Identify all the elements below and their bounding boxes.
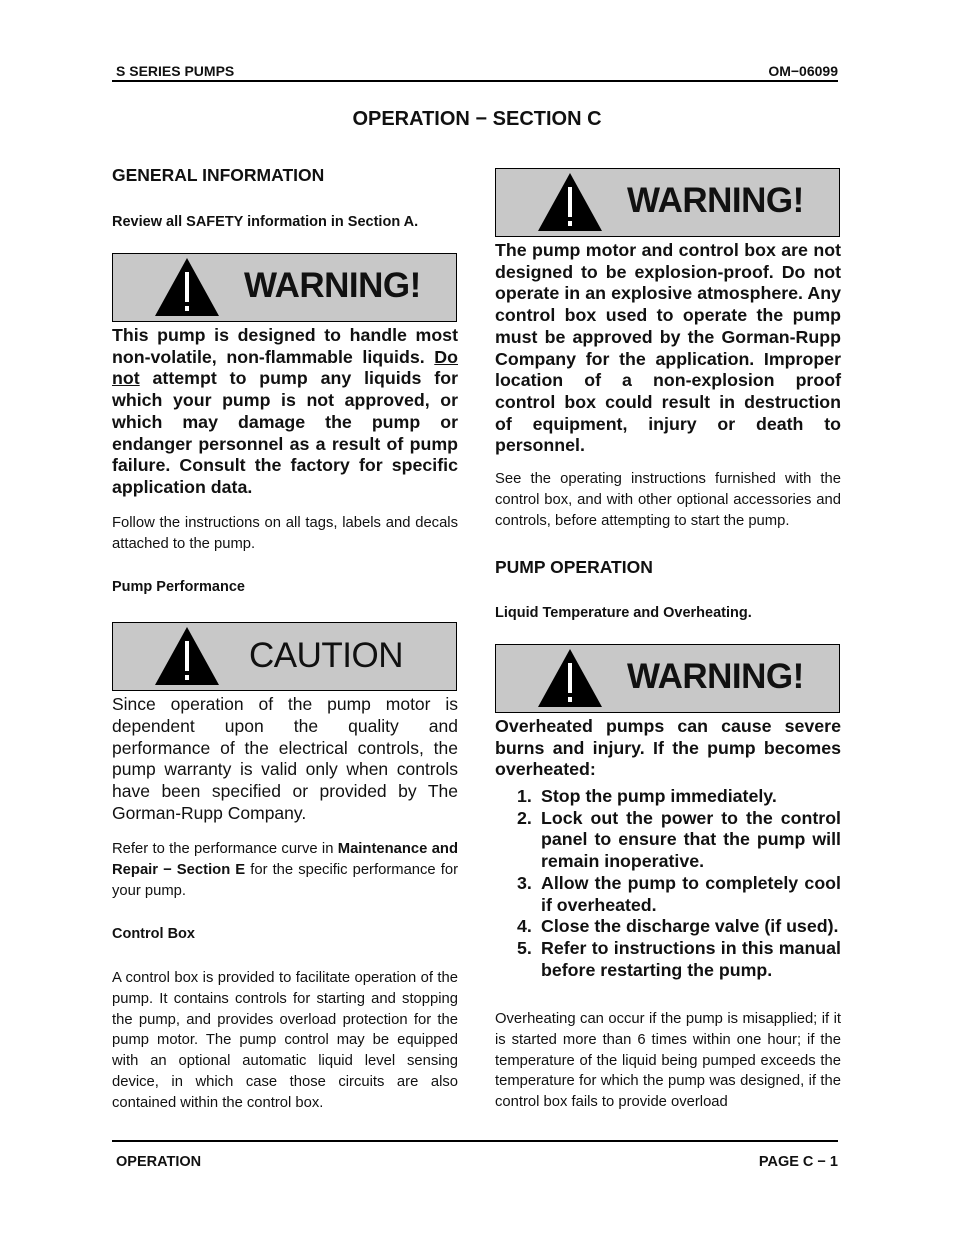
warning-box-2 bbox=[495, 168, 840, 237]
header-right: OM−06099 bbox=[768, 63, 838, 79]
caution-text: Since operation of the pump motor is dependent upon the quality and performance of the electrical controls, the pump warranty is valid only when controls have been specified or provided by The Gorman-Rupp Company. bbox=[112, 694, 458, 823]
caution-box bbox=[112, 622, 457, 691]
warning-text-1 bbox=[112, 325, 458, 499]
refer-text-a: Refer to the performance curve in bbox=[112, 841, 338, 857]
control-box-text: A control box is provided to facilitate operation of the pump. It contains controls for starting and stopping the pump, and provides overload protection for the pump motor. The pump control may be equipped with an optional automatic liquid level sensing device, in which case those circuits are also contained within the control box. bbox=[112, 970, 458, 1111]
warning-text-2: The pump motor and control box are not designed to be explosion-proof. Do not operate in an explosive atmosphere. Any control box used to operate the pump must be approved by the Gorman-Rupp Company for the application. Improper location of a non-explosion proof control box could result in destruction of equipment, injury or death to personnel. bbox=[495, 240, 841, 456]
list-item: 5. Refer to instructions in this manual before restarting the pump. bbox=[517, 937, 841, 980]
warning-text-1-a: This pump is designed to handle most non-volatile, non-flammable liquids. bbox=[112, 325, 458, 367]
header-left: S SERIES PUMPS bbox=[116, 63, 235, 79]
warning-box-1 bbox=[112, 253, 457, 322]
warning-text-1-b: attempt to pump any liquids for which your pump is not approved, or which may damage the pump or endanger personnel as a result of pump failure. Consult the factory for specific application data. bbox=[112, 368, 458, 497]
warning-box-3 bbox=[495, 644, 840, 713]
page-title: OPERATION − SECTION C bbox=[352, 108, 602, 130]
refer-performance-text bbox=[112, 839, 458, 901]
list-item: 4. Close the discharge valve (if used). bbox=[517, 916, 839, 937]
list-item: 2. Lock out the power to the control panel to ensure that the pump will remain inoperative. bbox=[517, 807, 841, 872]
overheating-causes-text: Overheating can occur if the pump is misapplied; if it is started more than 6 times within one hour; if the temperature of the liquid being pumped exceeds the temperature for which the pump was designed, if the control box fails to provide overload bbox=[495, 1011, 841, 1111]
overheat-steps-list bbox=[495, 786, 841, 981]
caution-triangle-icon bbox=[153, 625, 221, 687]
warning-triangle-icon bbox=[536, 171, 604, 233]
general-information-heading: GENERAL INFORMATION bbox=[112, 165, 325, 185]
warning-text-1-not: not bbox=[112, 368, 140, 389]
warning-text-3: Overheated pumps can cause severe burns and injury. If the pump becomes overheated: bbox=[495, 716, 841, 780]
list-item: 3. Allow the pump to completely cool if overheated. bbox=[517, 872, 841, 915]
warning-text-1-do: Do bbox=[434, 346, 458, 367]
control-box-heading: Control Box bbox=[112, 926, 195, 942]
warning-triangle-icon bbox=[153, 256, 221, 318]
warning-triangle-icon bbox=[536, 647, 604, 709]
liquid-temperature-heading: Liquid Temperature and Overheating. bbox=[495, 605, 752, 621]
page-footer bbox=[112, 1140, 838, 1170]
review-safety-text: Review all SAFETY information in Section A. bbox=[112, 214, 419, 230]
pump-performance-heading: Pump Performance bbox=[112, 579, 245, 595]
see-instructions-text: See the operating instructions furnished with the control box, and with other optional accessories and controls, before attempting to start the pump. bbox=[495, 471, 841, 529]
caution-label: CAUTION bbox=[249, 636, 403, 675]
footer-left: OPERATION bbox=[116, 1154, 202, 1170]
refer-text-b: for the specific performance for your pump. bbox=[112, 861, 458, 899]
list-item: 1. Stop the pump immediately. bbox=[517, 786, 777, 806]
refer-text-bold: Maintenance and Repair − Section E bbox=[112, 841, 458, 878]
warning-label-2: WARNING! bbox=[627, 181, 804, 220]
follow-instructions-text: Follow the instructions on all tags, labels and decals attached to the pump. bbox=[112, 515, 458, 552]
warning-label-3: WARNING! bbox=[627, 657, 804, 696]
footer-page-number: PAGE C − 1 bbox=[758, 1154, 838, 1170]
warning-label-1: WARNING! bbox=[244, 266, 421, 305]
pump-operation-heading: PUMP OPERATION bbox=[495, 557, 653, 577]
page-header bbox=[112, 63, 838, 82]
